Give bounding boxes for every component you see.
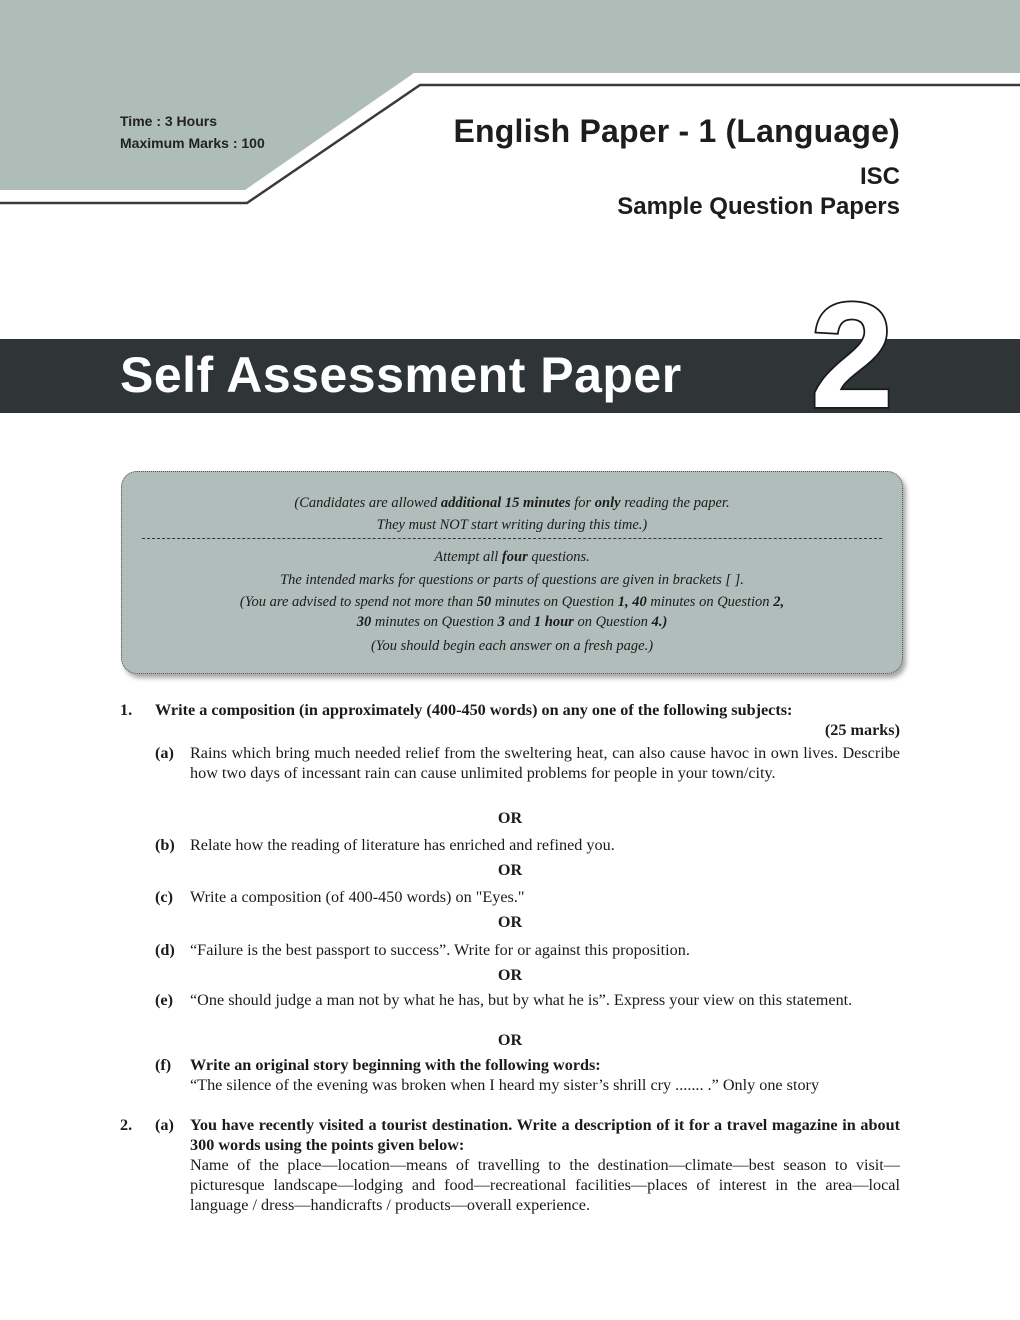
q1-option-text: “Failure is the best passport to success”. Write for or against this proposition. — [190, 941, 690, 959]
subject-title: English Paper - 1 (Language) — [453, 113, 900, 149]
q2-points: Name of the place—location—means of travelling to the destination—climate—best season to visit—picturesque landscape—lodging and food—recreational facilities—places of interest in the area—local language / dress—handicrafts / products—overall experience. — [190, 1156, 900, 1214]
or-label: OR — [497, 809, 523, 827]
q1-option-text: “One should judge a man not by what he has, but by what he is”. Express your view on this statement. — [190, 991, 853, 1009]
q1-option-label: (e) — [155, 991, 173, 1009]
q1-option-label: (c) — [155, 888, 173, 906]
q1-option-label: (a) — [155, 744, 174, 762]
q2-prompt: You have recently visited a tourist destination. Write a description of it for a travel magazine in about 300 words using the points given below: — [190, 1116, 900, 1154]
q1-option-label: (b) — [155, 836, 175, 854]
series-label: Sample Question Papers — [617, 193, 900, 220]
q1-option-text: Write an original story beginning with the following words: — [190, 1056, 601, 1074]
q1-option-continuation: “The silence of the evening was broken when I heard my sister’s shrill cry ....... .” Only one story — [190, 1076, 820, 1094]
q1-option-label: (f) — [155, 1056, 172, 1074]
or-label: OR — [497, 861, 523, 879]
time-label: Time : 3 Hours — [120, 113, 217, 129]
q1-number: 1. — [120, 701, 133, 719]
banner-title: Self Assessment Paper — [120, 347, 682, 403]
reading-time-note: (Candidates are allowed additional 15 minutes for only reading the paper. They must NOT start writing during this time.) — [294, 495, 730, 533]
paper-number — [800, 278, 910, 418]
paper-number-text: 2 — [810, 278, 894, 418]
q1-option-text: Rains which bring much needed relief from the sweltering heat, can also cause havoc in own lives. Describe how two days of incessant rain can cause unlimited problems for people in your town/city. — [190, 744, 900, 782]
instructions-box — [121, 471, 903, 674]
or-label: OR — [497, 1031, 523, 1049]
q2-number: 2. — [120, 1116, 133, 1134]
q1-prompt: Write a composition (in approximately (400-450 words) on any one of the following subjects: — [155, 701, 793, 719]
q1-option-label: (d) — [155, 941, 175, 959]
title-block — [453, 112, 900, 222]
dashed-divider — [142, 538, 882, 539]
exam-meta — [120, 110, 265, 154]
or-label: OR — [497, 913, 523, 931]
general-instructions: Attempt all four questions. The intended marks for questions or parts of questions are given in brackets [ ]. (You are advised to spend not more than 50 minutes on Question 1, 40 minutes on Question 2, 30 minutes on Question 3 and 1 hour on Question 4.) (You should begin each answer on a fresh page.) — [239, 549, 785, 654]
max-marks-label: Maximum Marks : 100 — [120, 135, 265, 151]
q1-option-text: Relate how the reading of literature has enriched and refined you. — [190, 836, 615, 854]
q1-marks: (25 marks) — [824, 721, 900, 739]
or-label: OR — [497, 966, 523, 984]
q2-part-label: (a) — [155, 1116, 174, 1134]
q1-option-text: Write a composition (of 400-450 words) on "Eyes." — [190, 888, 525, 906]
board-label: ISC — [859, 163, 900, 190]
